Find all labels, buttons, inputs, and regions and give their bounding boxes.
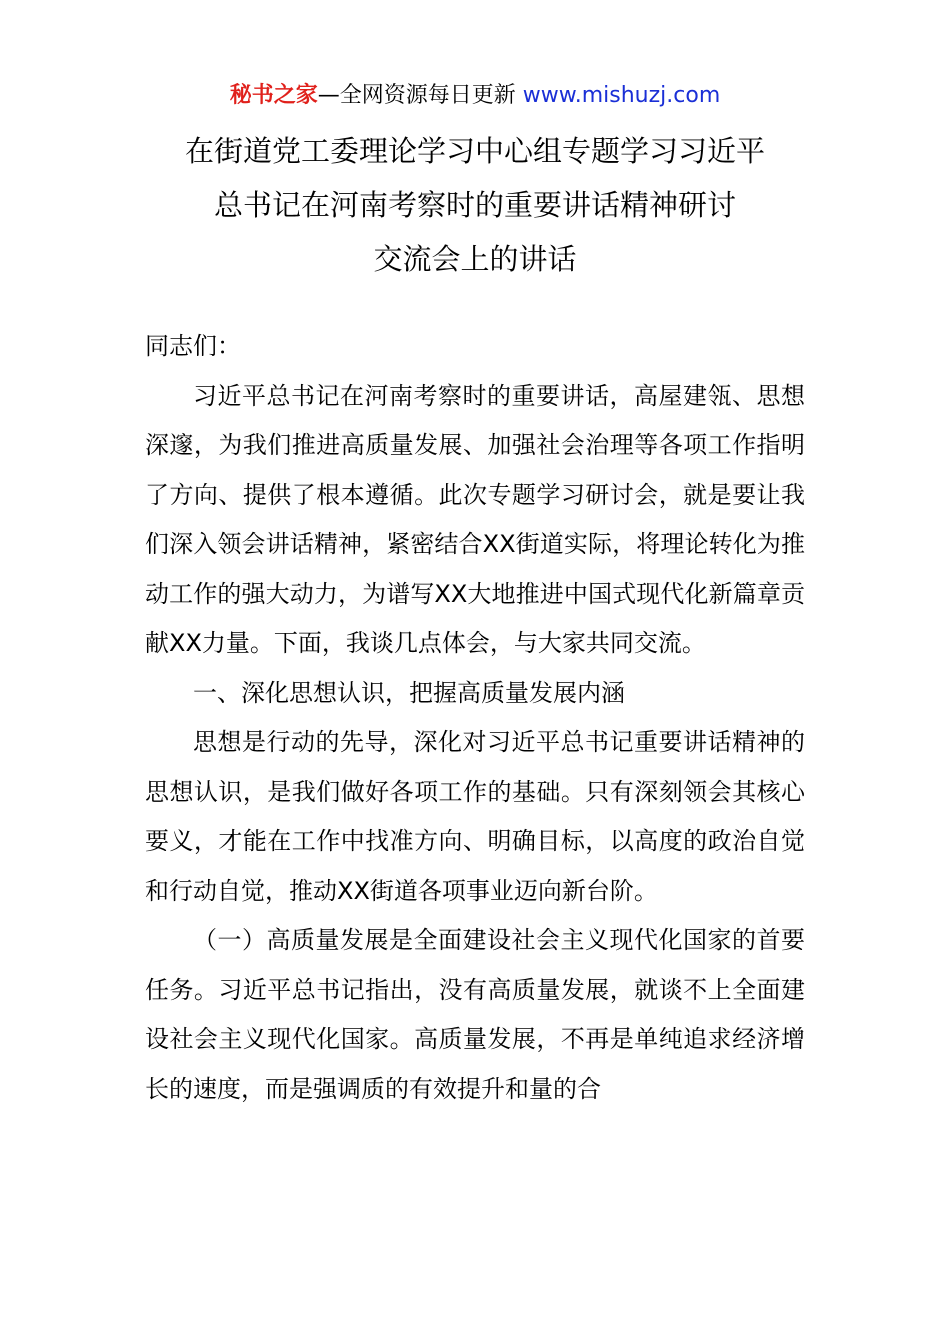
salutation: 同志们： [145, 332, 241, 360]
site-header [0, 80, 950, 112]
title-line-3: 交流会上的讲话 [373, 242, 577, 276]
brand-name: 秘书之家 [229, 83, 318, 108]
document-title [0, 124, 950, 286]
site-url-link[interactable]: www.mishuzj.com [522, 83, 721, 108]
subsection-1-paragraph: （一）高质量发展是全面建设社会主义现代化国家的首要任务。习近平总书记指出，没有高质量发展，就谈不上全面建设社会主义现代化国家。高质量发展，不再是单纯追求经济增长的速度，而是强调质的有效提升和量的合 [145, 926, 805, 1103]
title-line-1: 在街道党工委理论学习中心组专题学习习近平 [184, 134, 765, 168]
title-line-2: 总书记在河南考察时的重要讲话精神研讨 [213, 188, 736, 222]
intro-paragraph: 习近平总书记在河南考察时的重要讲话，高屋建瓴、思想深邃，为我们推进高质量发展、加强社会治理等各项工作指明了方向、提供了根本遵循。此次专题学习研讨会，就是要让我们深入领会讲话精神，紧密结合XX街道实际，将理论转化为推动工作的强大动力，为谱写XX大地推进中国式现代化新篇章贡献XX力量。下面，我谈几点体会，与大家共同交流。 [145, 381, 805, 657]
section-heading-1: 一、深化思想认识，把握高质量发展内涵 [193, 678, 625, 707]
section-1-paragraph: 思想是行动的先导，深化对习近平总书记重要讲话精神的思想认识，是我们做好各项工作的基础。只有深刻领会其核心要义，才能在工作中找准方向、明确目标，以高度的政治自觉和行动自觉，推动XX街道各项事业迈向新台阶。 [145, 728, 805, 905]
document-body [145, 322, 805, 1114]
header-slogan: —全网资源每日更新 [317, 83, 523, 108]
